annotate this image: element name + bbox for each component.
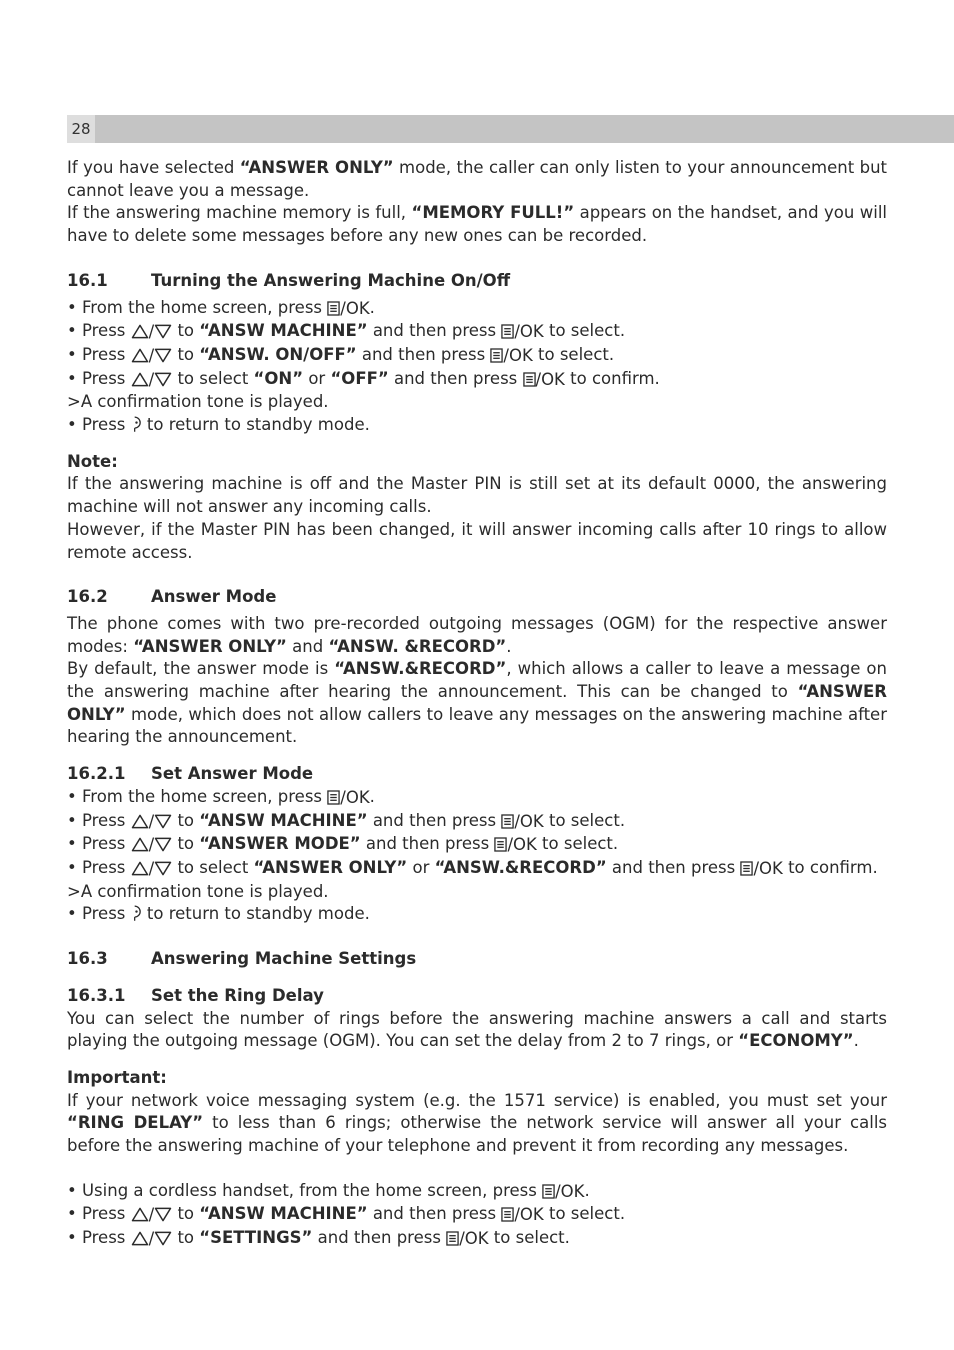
- nav-keys: /: [131, 321, 173, 344]
- down-arrow-icon: [154, 372, 172, 387]
- down-arrow-icon: [154, 814, 172, 829]
- steps-16-2-1: [67, 786, 887, 926]
- section-heading-16-2: 16.2 Answer Mode: [67, 587, 277, 607]
- up-arrow-icon: [131, 348, 149, 363]
- nav-keys: /: [131, 834, 173, 857]
- important-paragraph: If your network voice messaging system (e.g. the 1571 service) is enabled, you must set your “RING DELAY” to less than 6 rings; otherwise the network service will answer all your calls before the answering machine of your telephone and prevent it from recording any messages.: [67, 1090, 888, 1156]
- list-item: • Press / to “SETTINGS” and then press /OK to select.: [67, 1227, 887, 1251]
- menu-icon: [501, 1207, 514, 1222]
- important-title: Important:: [67, 1067, 167, 1087]
- menu-icon: [327, 301, 340, 316]
- note-title: Note:: [67, 451, 118, 471]
- up-arrow-icon: [131, 324, 149, 339]
- section-heading-16-1: 16.1 Turning the Answering Machine On/Off: [67, 270, 511, 290]
- end-call-icon: [131, 903, 142, 922]
- section-heading-16-2-1: 16.2.1 Set Answer Mode: [67, 764, 314, 784]
- menu-ok-key: /OK: [523, 369, 565, 392]
- nav-keys: /: [131, 858, 173, 881]
- list-item: • Press / to “ANSWER MODE” and then press /OK to select.: [67, 833, 887, 857]
- list-item: • From the home screen, press /OK.: [67, 297, 887, 321]
- end-call-icon: [131, 414, 142, 433]
- menu-icon: [494, 837, 507, 852]
- down-arrow-icon: [154, 348, 172, 363]
- menu-icon: [523, 372, 536, 387]
- up-arrow-icon: [131, 372, 149, 387]
- list-item-result: >A confirmation tone is played.: [67, 392, 329, 412]
- section-heading-16-3: 16.3 Answering Machine Settings: [67, 949, 417, 969]
- down-arrow-icon: [154, 1207, 172, 1222]
- menu-icon: [740, 861, 753, 876]
- menu-ok-key: /OK: [501, 811, 543, 834]
- answer-mode-paragraph-1: The phone comes with two pre-recorded outgoing messages (OGM) for the respective answer modes: “ANSWER ONLY” and “ANSW. &RECORD”.: [67, 613, 887, 656]
- nav-keys: /: [131, 369, 173, 392]
- up-arrow-icon: [131, 1207, 149, 1222]
- up-arrow-icon: [131, 814, 149, 829]
- page-header-bar: [67, 115, 954, 143]
- answer-mode-paragraph-2: By default, the answer mode is “ANSW.&RECORD”, which allows a caller to leave a message on the answering machine after hearing the announcement. This can be changed to “ANSWER ONLY” mode, which does not allow callers to leave any messages on the answering machine after hearing the announcement.: [67, 659, 887, 747]
- up-arrow-icon: [131, 861, 149, 876]
- list-item: • From the home screen, press /OK.: [67, 786, 887, 810]
- menu-icon: [542, 1184, 555, 1199]
- menu-ok-key: /OK: [494, 834, 536, 857]
- menu-icon: [446, 1231, 459, 1246]
- menu-ok-key: /OK: [490, 345, 532, 368]
- list-item: • Press / to “ANSW MACHINE” and then press /OK to select.: [67, 810, 887, 834]
- page-content: [67, 157, 887, 1251]
- list-item: • Press / to “ANSW MACHINE” and then press /OK to select.: [67, 320, 887, 344]
- menu-icon: [501, 324, 514, 339]
- note-paragraph-2: However, if the Master PIN has been changed, it will answer incoming calls after 10 rings to allow remote access.: [67, 519, 887, 562]
- note-paragraph-1: If the answering machine is off and the Master PIN is still set at its default 0000, the answering machine will not answer any incoming calls.: [67, 474, 887, 517]
- down-arrow-icon: [154, 837, 172, 852]
- up-arrow-icon: [131, 1231, 149, 1246]
- menu-ok-key: /OK: [740, 858, 782, 881]
- list-item: • Press to return to standby mode.: [67, 415, 370, 435]
- ring-delay-paragraph: You can select the number of rings before the answering machine answers a call and starts playing the outgoing message (OGM). You can set the delay from 2 to 7 rings, or “ECONOMY”.: [67, 1008, 887, 1051]
- menu-ok-key: /OK: [327, 298, 369, 321]
- nav-keys: /: [131, 811, 173, 834]
- list-item: • Using a cordless handset, from the home screen, press /OK.: [67, 1180, 887, 1204]
- down-arrow-icon: [154, 324, 172, 339]
- nav-keys: /: [131, 345, 173, 368]
- nav-keys: /: [131, 1228, 173, 1251]
- menu-icon: [327, 790, 340, 805]
- list-item-result: >A confirmation tone is played.: [67, 881, 329, 901]
- list-item: • Press / to select “ANSWER ONLY” or “ANSW.&RECORD” and then press /OK to confirm.: [67, 857, 887, 881]
- section-heading-16-3-1: 16.3.1 Set the Ring Delay: [67, 985, 324, 1005]
- page-number: 28: [67, 115, 95, 143]
- intro-paragraph-1: If you have selected “ANSWER ONLY” mode, the caller can only listen to your announcement but cannot leave you a message.: [67, 158, 887, 200]
- menu-ok-key: /OK: [501, 321, 543, 344]
- menu-ok-key: /OK: [446, 1228, 488, 1251]
- menu-ok-key: /OK: [501, 1204, 543, 1227]
- menu-icon: [490, 348, 503, 363]
- list-item: • Press / to “ANSW. ON/OFF” and then press /OK to select.: [67, 344, 887, 368]
- list-item: • Press to return to standby mode.: [67, 904, 370, 924]
- down-arrow-icon: [154, 1231, 172, 1246]
- list-item: • Press / to select “ON” or “OFF” and then press /OK to confirm.: [67, 368, 887, 392]
- list-item: • Press / to “ANSW MACHINE” and then press /OK to select.: [67, 1203, 887, 1227]
- nav-keys: /: [131, 1204, 173, 1227]
- steps-16-3-1: [67, 1180, 887, 1251]
- menu-ok-key: /OK: [327, 787, 369, 810]
- down-arrow-icon: [154, 861, 172, 876]
- intro-paragraph-2: If the answering machine memory is full, “MEMORY FULL!” appears on the handset, and you will have to delete some messages before any new ones can be recorded.: [67, 203, 887, 246]
- steps-16-1: [67, 297, 887, 437]
- up-arrow-icon: [131, 837, 149, 852]
- menu-ok-key: /OK: [542, 1181, 584, 1204]
- menu-icon: [501, 814, 514, 829]
